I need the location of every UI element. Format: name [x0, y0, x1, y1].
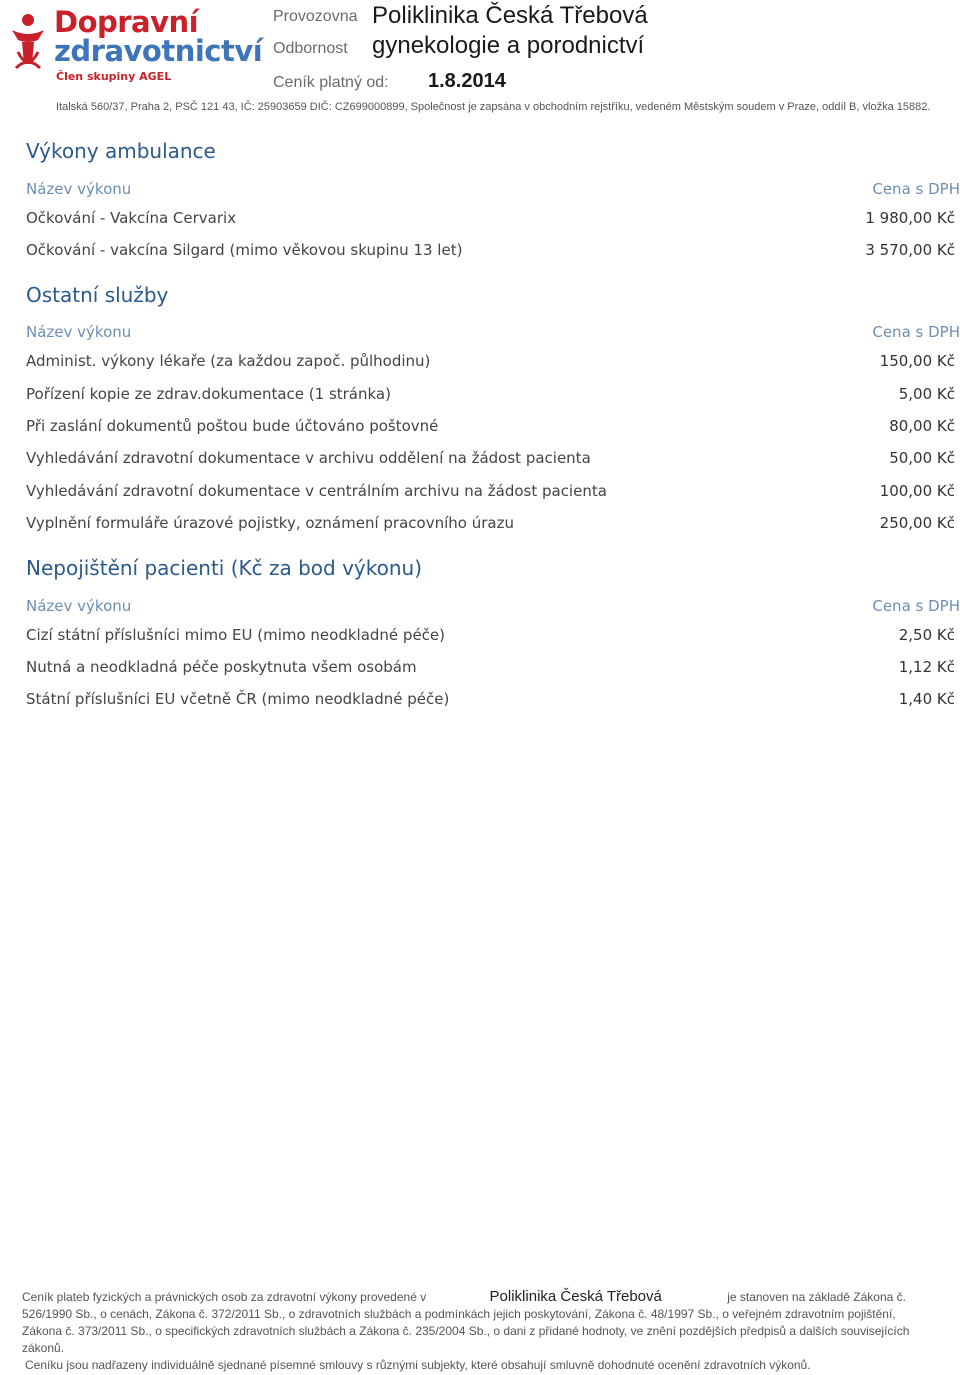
table-row-name: Státní příslušníci EU včetně ČR (mimo neodkladné péče) — [26, 690, 450, 708]
table-row-price: 1,40 Kč — [898, 690, 955, 708]
footer-text-b: je stanoven na základě Zákona č. — [727, 1290, 906, 1304]
table-row-name: Při zaslání dokumentů poštou bude účtováno poštovné — [26, 417, 439, 435]
table-row-price: 80,00 Kč — [889, 417, 955, 435]
column-header-name: Název výkonu — [26, 597, 132, 615]
footer-line-1 — [22, 1288, 947, 1306]
valid-from-date: 1.8.2014 — [428, 70, 506, 92]
footer-line-5: Ceníku jsou nadřazeny individuálně sjednané písemné smlouvy s různými subjekty, které obsahují smluvně dohodnuté ocenění zdravotních výkonů. — [25, 1358, 811, 1372]
table-row-price: 100,00 Kč — [879, 482, 955, 500]
logo-tagline: Člen skupiny AGEL — [56, 70, 172, 83]
section-title-ambulance: Výkony ambulance — [26, 139, 216, 163]
table-row-name: Vyplnění formuláře úrazové pojistky, oznámení pracovního úrazu — [26, 514, 514, 532]
footer-facility: Poliklinika Česká Třebová — [489, 1288, 662, 1305]
valid-from-label: Ceník platný od: — [273, 74, 389, 91]
table-row-price: 1,12 Kč — [898, 658, 955, 676]
footer-text-a: Ceník plateb fyzických a právnických osob za zdravotní výkony provedené v — [22, 1290, 427, 1304]
table-row-name: Očkování - Vakcína Cervarix — [26, 209, 237, 227]
column-header-name: Název výkonu — [26, 180, 132, 198]
company-logo — [8, 5, 263, 86]
company-registration-line: Italská 560/37, Praha 2, PSČ 121 43, IČ: 25903659 DIČ: CZ699000899, Společnost je zapsána v obchodním rejstříku, vedeném Městským soudem v Praze, oddíl B, vložka 15882. — [56, 101, 931, 113]
column-header-price: Cena s DPH — [872, 180, 960, 198]
table-row-name: Pořízení kopie ze zdrav.dokumentace (1 stránka) — [26, 385, 391, 403]
table-row-price: 50,00 Kč — [889, 449, 955, 467]
facility-value: Poliklinika Česká Třebová — [372, 2, 648, 29]
table-row-price: 2,50 Kč — [898, 626, 955, 644]
column-header-name: Název výkonu — [26, 323, 132, 341]
footer-line-4: zákonů. — [22, 1341, 65, 1355]
table-row-price: 150,00 Kč — [879, 352, 955, 370]
specialty-value: gynekologie a porodnictví — [372, 32, 645, 59]
table-row-name: Očkování - vakcína Silgard (mimo věkovou skupinu 13 let) — [26, 241, 463, 259]
specialty-label: Odbornost — [273, 40, 348, 57]
facility-label: Provozovna — [273, 8, 358, 25]
table-row-name: Vyhledávání zdravotní dokumentace v archivu oddělení na žádost pacienta — [26, 449, 591, 467]
table-row-price: 1 980,00 Kč — [865, 209, 955, 227]
table-row-name: Cizí státní příslušníci mimo EU (mimo neodkladné péče) — [26, 626, 446, 644]
table-row-name: Vyhledávání zdravotní dokumentace v centrálním archivu na žádost pacienta — [26, 482, 607, 500]
section-title-other-services: Ostatní služby — [26, 283, 169, 307]
logo-wordmark-line2: zdravotnictví — [54, 34, 263, 68]
footer-line-3: Zákona č. 373/2011 Sb., o specifických zdravotních službách a Zákona č. 235/2004 Sb., o dani z přidané hodnoty, ve znění pozdějších předpisů a dalších souvisejících — [22, 1324, 910, 1338]
table-row-name: Nutná a neodkladná péče poskytnuta všem osobám — [26, 658, 417, 676]
medical-cross-figure-icon — [8, 12, 48, 82]
table-row-price: 250,00 Kč — [879, 514, 955, 532]
table-row-name: Administ. výkony lékaře (za každou započ. půlhodinu) — [26, 352, 431, 370]
column-header-price: Cena s DPH — [872, 597, 960, 615]
table-row-price: 5,00 Kč — [898, 385, 955, 403]
column-header-price: Cena s DPH — [872, 323, 960, 341]
section-title-uninsured: Nepojištění pacienti (Kč za bod výkonu) — [26, 556, 423, 580]
footer-line-2: 526/1990 Sb., o cenách, Zákona č. 372/2011 Sb., o zdravotních službách a podmínkách jejich poskytování, Zákona č. 48/1997 Sb., o veřejném zdravotním pojištění, — [22, 1307, 896, 1321]
table-row-price: 3 570,00 Kč — [865, 241, 955, 259]
logo-wordmark-line1: Dopravní — [54, 5, 199, 39]
